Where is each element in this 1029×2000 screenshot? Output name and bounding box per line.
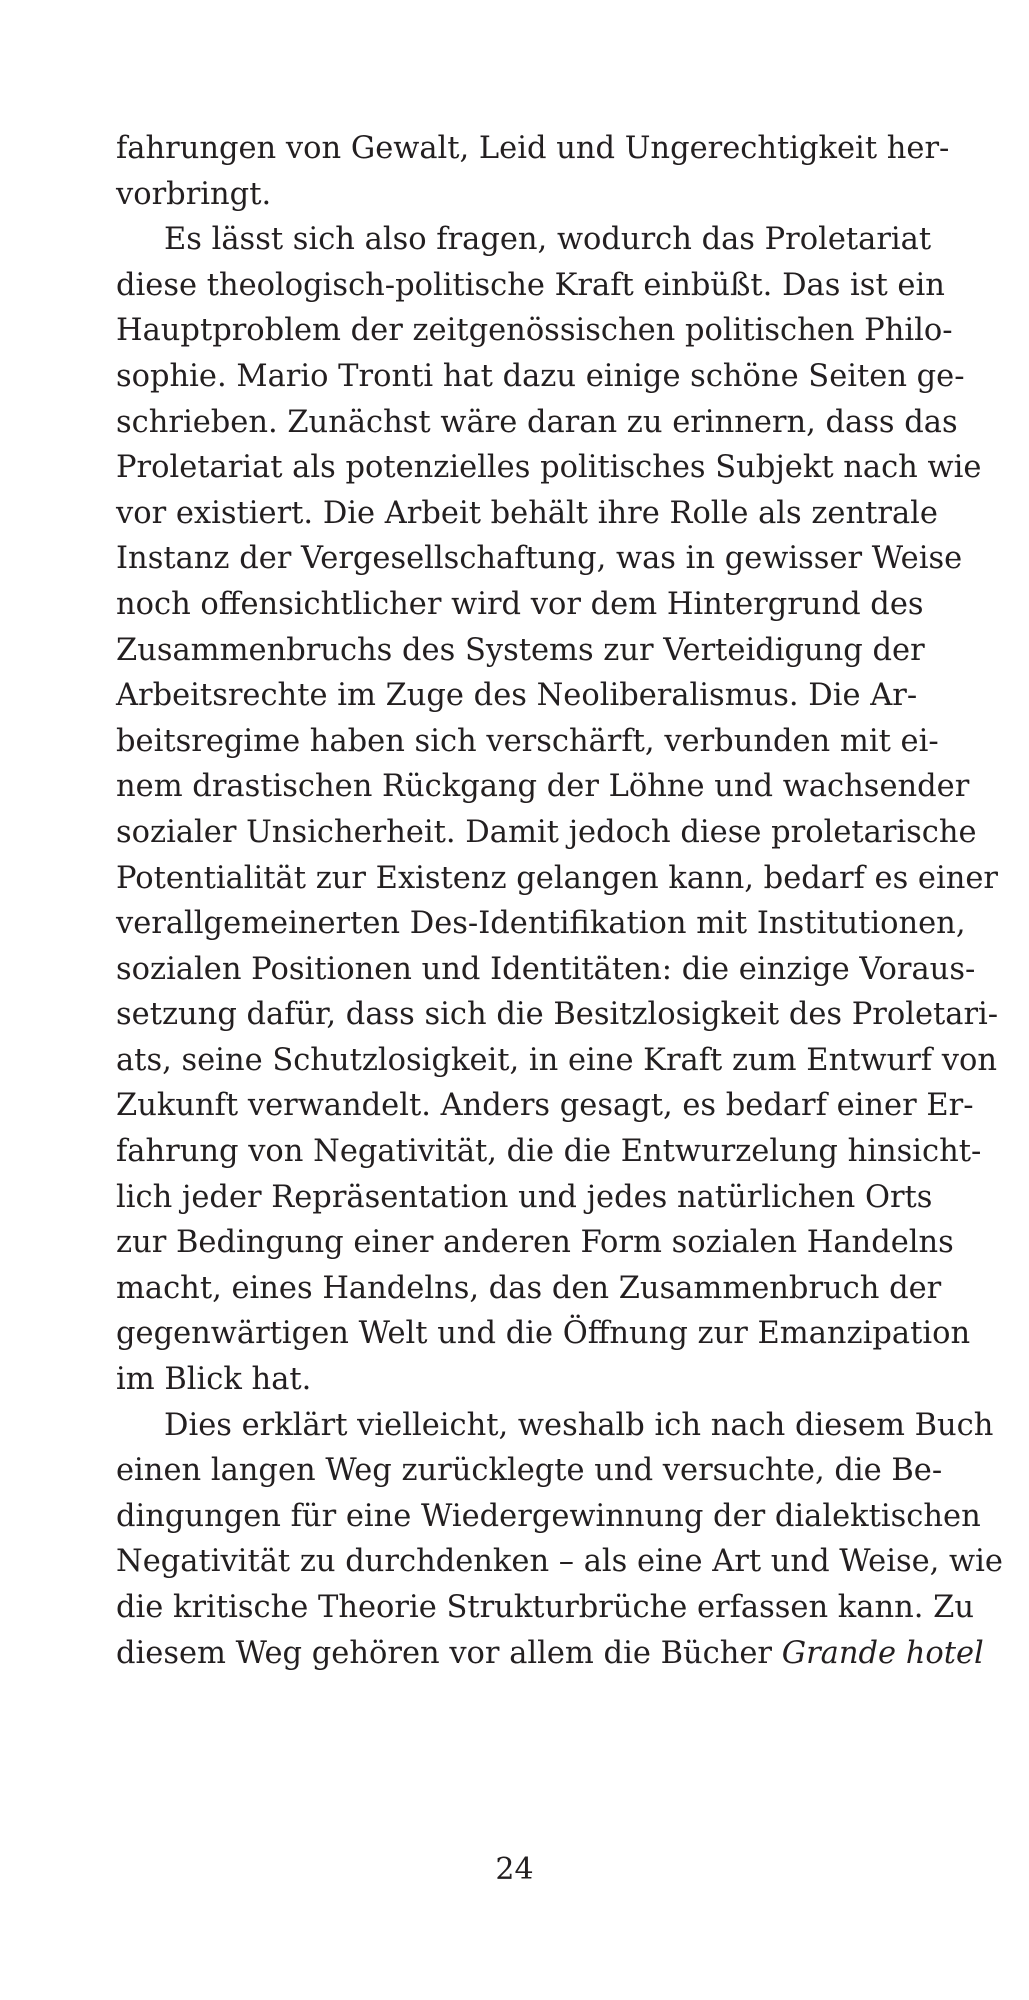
- page-number: 24: [495, 1852, 534, 1887]
- text-line: verallgemeinerten Des-Identifikation mit Institutionen,: [116, 906, 966, 942]
- text-line: lich jeder Repräsentation und jedes natürlichen Orts: [116, 1179, 933, 1215]
- paragraph-2: [116, 217, 999, 1402]
- text-line: beitsregime haben sich verschärft, verbunden mit ei-: [116, 723, 939, 759]
- paragraph-1: [116, 126, 950, 217]
- text-line: nem drastischen Rückgang der Löhne und wachsender: [116, 769, 970, 805]
- text-line: Potentialität zur Existenz gelangen kann, bedarf es einer: [116, 860, 998, 896]
- text-line: fahrung von Negativität, die die Entwurzelung hinsicht-: [116, 1134, 982, 1170]
- text-line: Instanz der Vergesellschaftung, was in gewisser Weise: [116, 541, 963, 577]
- text-line: sophie. Mario Tronti hat dazu einige schöne Seiten ge-: [116, 358, 965, 394]
- text-line: diese theologisch-politische Kraft einbüßt. Das ist ein: [116, 267, 945, 303]
- text-line: fahrungen von Gewalt, Leid und Ungerechtigkeit her-: [116, 131, 950, 166]
- book-title-italic: Grande hotel: [781, 1635, 984, 1671]
- text-line: macht, eines Handelns, das den Zusammenbruch der: [116, 1270, 942, 1306]
- text-line: im Blick hat.: [116, 1362, 312, 1398]
- text-line: Proletariat als potenzielles politisches Subjekt nach wie: [116, 450, 982, 486]
- text-line: Hauptproblem der zeitgenössischen politischen Philo-: [116, 313, 953, 349]
- text-line: schrieben. Zunächst wäre daran zu erinnern, dass das: [116, 404, 958, 440]
- text-line: dingungen für eine Wiedergewinnung der dialektischen: [116, 1498, 981, 1534]
- text-line: noch offensichtlicher wird vor dem Hintergrund des: [116, 586, 924, 622]
- text-line: vor existiert. Die Arbeit behält ihre Rolle als zentrale: [116, 495, 938, 531]
- text-line: Dies erklärt vielleicht, weshalb ich nach diesem Buch: [164, 1407, 994, 1443]
- text-line: Zusammenbruchs des Systems zur Verteidigung der: [116, 632, 925, 668]
- text-line: gegenwärtigen Welt und die Öffnung zur Emanzipation: [116, 1316, 971, 1352]
- text-line: die kritische Theorie Strukturbrüche erfassen kann. Zu: [116, 1590, 974, 1625]
- paragraph-3: [116, 1403, 1003, 1677]
- text-line: sozialen Positionen und Identitäten: die einzige Voraus-: [116, 951, 976, 987]
- text-line: sozialer Unsicherheit. Damit jedoch diese proletarische: [116, 814, 977, 850]
- page-content: [116, 126, 1003, 1676]
- text-line: vorbringt.: [116, 176, 272, 212]
- text-line-final: [116, 1631, 984, 1677]
- text-line: Es lässt sich also fragen, wodurch das Proletariat: [164, 222, 932, 258]
- text-line: Zukunft verwandelt. Anders gesagt, es bedarf einer Er-: [116, 1088, 974, 1124]
- text-line: setzung dafür, dass sich die Besitzlosigkeit des Proletari-: [116, 997, 999, 1033]
- text-line: ats, seine Schutzlosigkeit, in eine Kraft zum Entwurf von: [116, 1042, 998, 1078]
- text-line: einen langen Weg zurücklegte und versuchte, die Be-: [116, 1453, 943, 1489]
- body-text: [116, 126, 1003, 1676]
- text-line: Negativität zu durchdenken – als eine Art und Weise, wie: [116, 1544, 1003, 1580]
- text-line: Arbeitsrechte im Zuge des Neoliberalismus. Die Ar-: [116, 678, 918, 714]
- text-line-final-roman: diesem Weg gehören vor allem die Bücher: [116, 1635, 772, 1671]
- text-line: zur Bedingung einer anderen Form sozialen Handelns: [116, 1225, 954, 1261]
